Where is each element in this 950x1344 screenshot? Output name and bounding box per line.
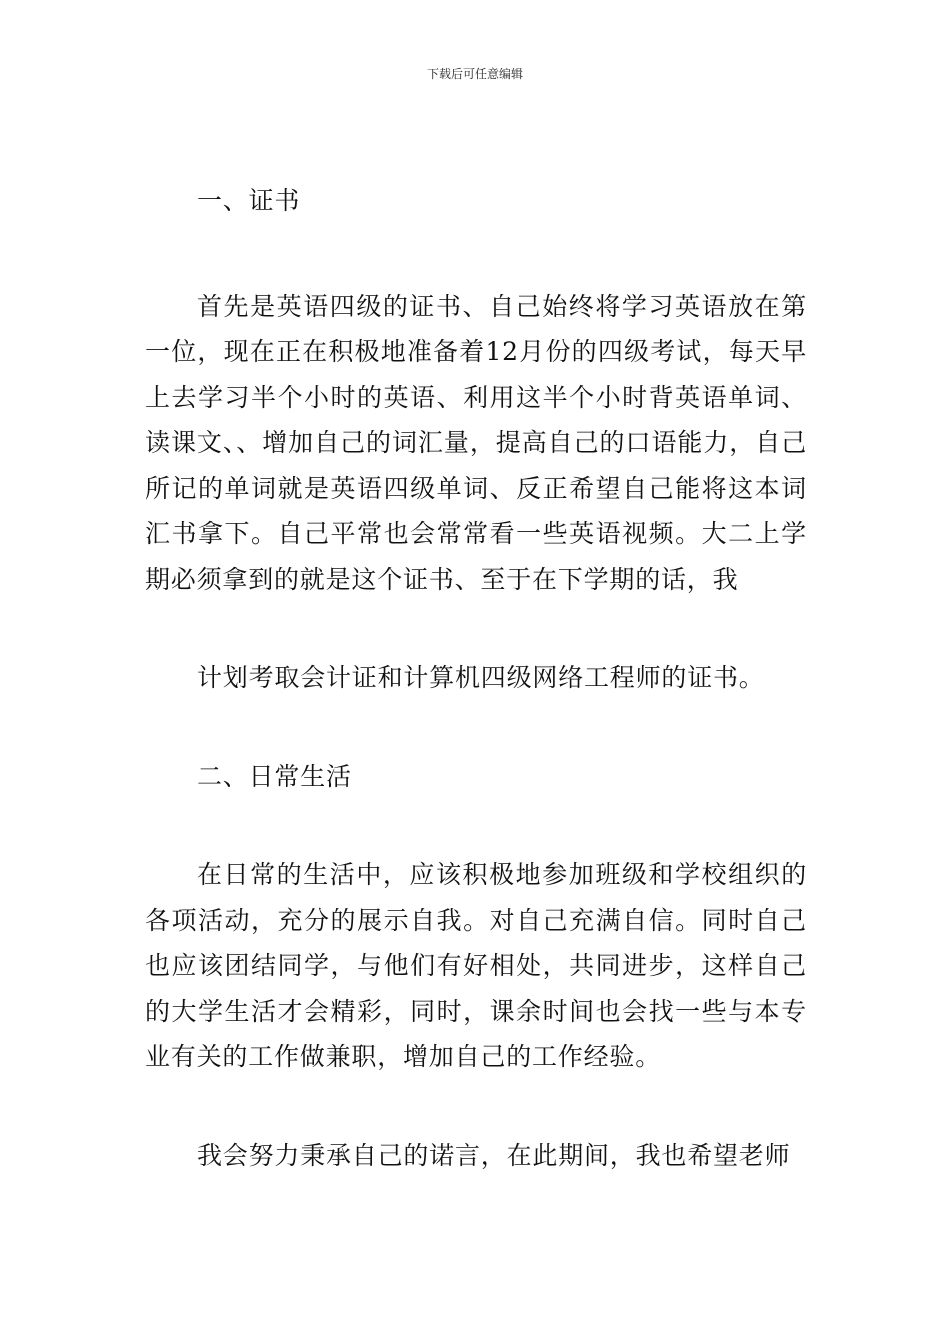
section-heading-daily-life: 二、日常生活 <box>197 761 352 791</box>
paragraph-plan-certificates: 计划考取会计证和计算机四级网络工程师的证书。 <box>197 663 765 692</box>
section-heading-certificates: 一、证书 <box>197 186 301 215</box>
paragraph-english-certificate: 首先是英语四级的证书、自己始终将学习英语放在第一位，现在正在积极地准备着12月份的四级考试，每天早上去学习半个小时的英语、利用这半个小时背英语单词、读课文、、增加自己的词汇量，提高自己的口语能力，自己所记的单词就是英语四级单词、反正希望自己能将这本词汇书拿下。自己平常也会常常看一些英语视频。大二上学期必须拿到的就是这个证书、至于在下学期的话，我 <box>145 291 807 594</box>
paragraph-promise: 我会努力秉承自己的诺言，在此期间，我也希望老师 <box>197 1140 791 1170</box>
paragraph-daily-life: 在日常的生活中，应该积极地参加班级和学校组织的各项活动，充分的展示自我。对自己充满自信。同时自己也应该团结同学，与他们有好相处，共同进步，这样自己的大学生活才会精彩，同时，课余时间也会找一些与本专业有关的工作做兼职，增加自己的工作经验。 <box>145 860 807 1071</box>
page-header-note: 下载后可任意编辑 <box>426 67 523 81</box>
document-body <box>145 178 807 1178</box>
